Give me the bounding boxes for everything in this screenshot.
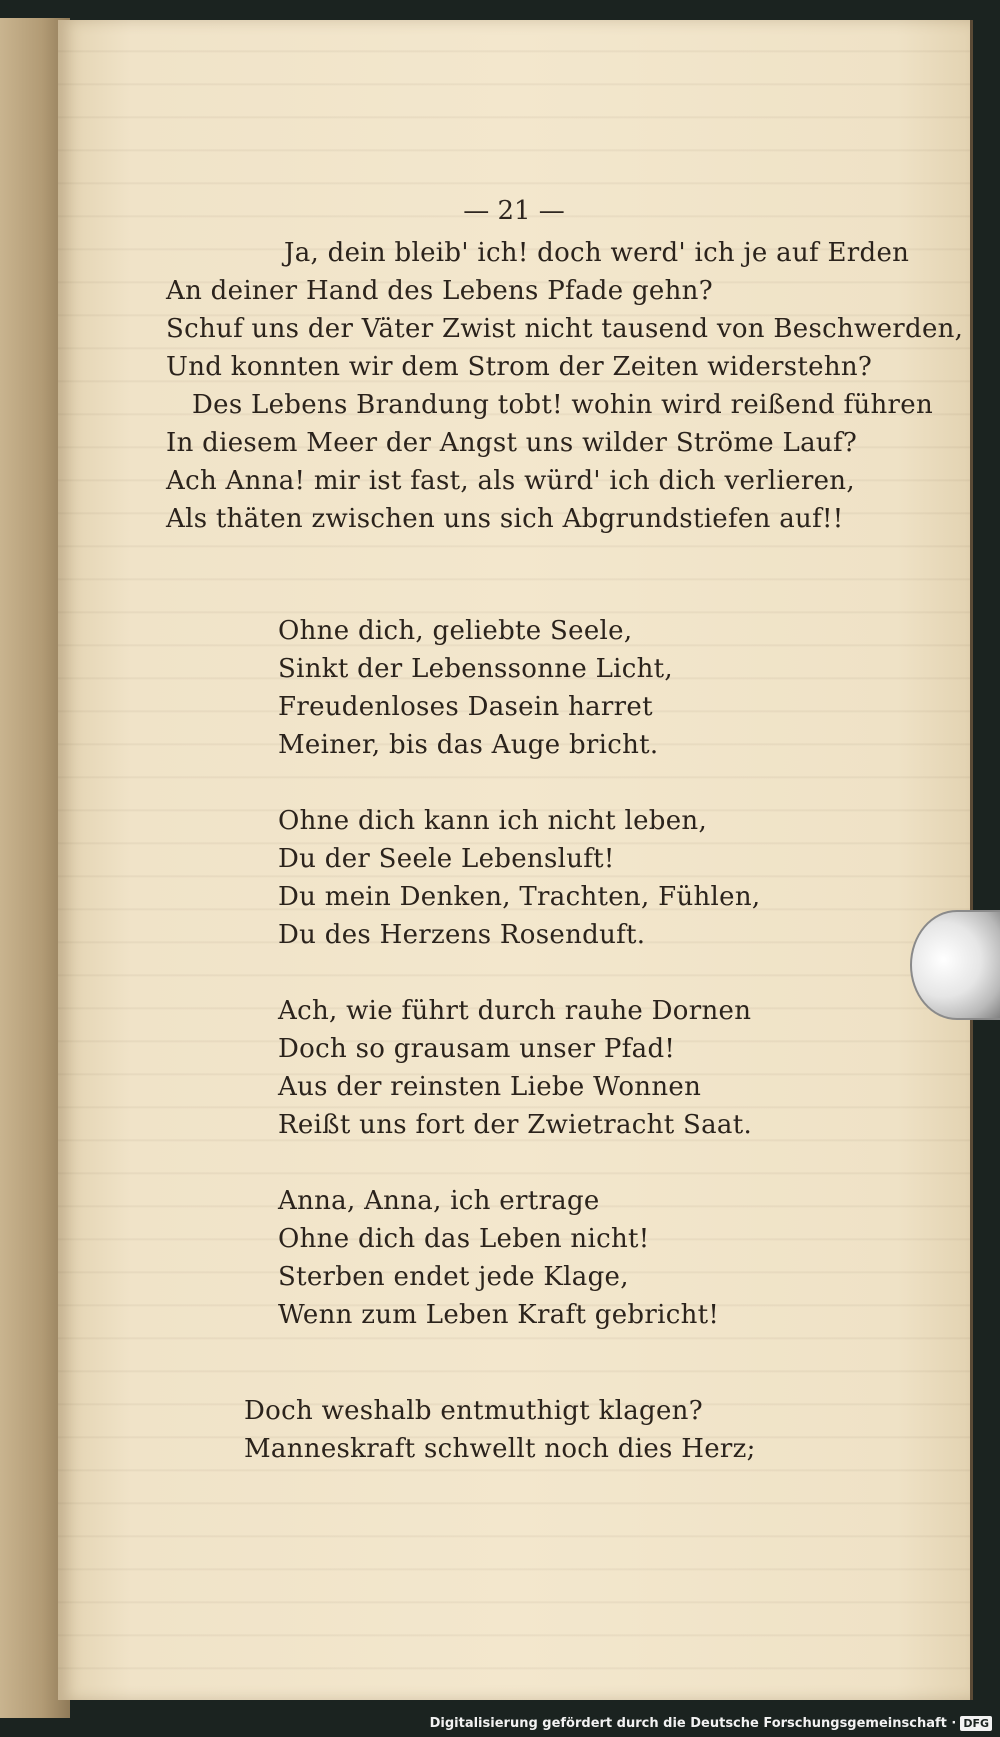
song-line: Wenn zum Leben Kraft gebricht!	[278, 1300, 720, 1330]
poem-line: Ja, dein bleib' ich! doch werd' ich je auf Erden	[284, 238, 910, 268]
poem-line: Und konnten wir dem Strom der Zeiten widerstehn?	[166, 352, 873, 382]
song-line: Meiner, bis das Auge bricht.	[278, 730, 659, 760]
poem-line: Doch weshalb entmuthigt klagen?	[244, 1396, 703, 1426]
poem-line: Als thäten zwischen uns sich Abgrundstiefen auf!!	[166, 504, 844, 534]
song-line: Sterben endet jede Klage,	[278, 1262, 629, 1292]
song-line: Freudenloses Dasein harret	[278, 692, 653, 722]
poem-line: Des Lebens Brandung tobt! wohin wird reißend führen	[192, 390, 934, 420]
page-number: — 21 —	[463, 196, 565, 226]
footer-credit	[430, 1716, 992, 1731]
song-line: Aus der reinsten Liebe Wonnen	[278, 1072, 702, 1102]
song-line: Anna, Anna, ich ertrage	[278, 1186, 600, 1216]
song-line: Du mein Denken, Trachten, Fühlen,	[278, 882, 761, 912]
song-line: Du des Herzens Rosenduft.	[278, 920, 646, 950]
poem-line: Schuf uns der Väter Zwist nicht tausend von Beschwerden,	[166, 314, 964, 344]
song-line: Ach, wie führt durch rauhe Dornen	[278, 996, 752, 1026]
poem-line: An deiner Hand des Lebens Pfade gehn?	[166, 276, 713, 306]
song-line: Sinkt der Lebenssonne Licht,	[278, 654, 673, 684]
song-line: Doch so grausam unser Pfad!	[278, 1034, 676, 1064]
poem-line: Ach Anna! mir ist fast, als würd' ich dich verlieren,	[166, 466, 855, 496]
dfg-logo: DFG	[960, 1716, 992, 1731]
song-line: Du der Seele Lebensluft!	[278, 844, 615, 874]
song-line: Reißt uns fort der Zwietracht Saat.	[278, 1110, 753, 1140]
page-clip	[910, 910, 1000, 1020]
song-line: Ohne dich, geliebte Seele,	[278, 616, 633, 646]
poem-line: Manneskraft schwellt noch dies Herz;	[244, 1434, 756, 1464]
book-page	[58, 20, 973, 1700]
song-line: Ohne dich kann ich nicht leben,	[278, 806, 708, 836]
footer-credit-text: Digitalisierung gefördert durch die Deutsche Forschungsgemeinschaft ·	[429, 1716, 957, 1731]
song-line: Ohne dich das Leben nicht!	[278, 1224, 650, 1254]
poem-line: In diesem Meer der Angst uns wilder Ströme Lauf?	[166, 428, 858, 458]
